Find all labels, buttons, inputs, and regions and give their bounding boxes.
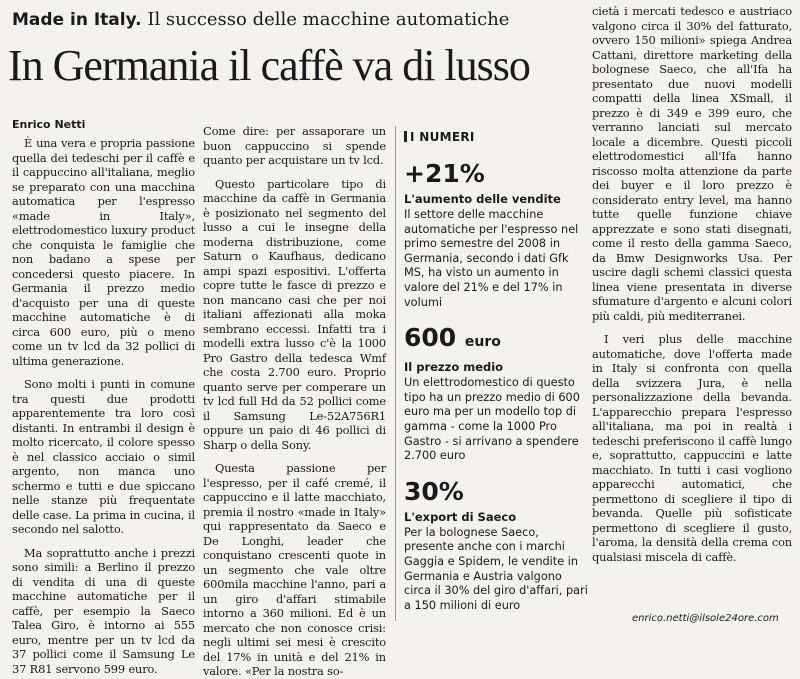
stat-label: L'export di Saeco bbox=[404, 509, 517, 524]
stat-unit: euro bbox=[464, 334, 501, 351]
paragraph: Sono molti i punti in comune tra questi due prodotti apparentemente tra loro così distanti. In entrambi il design è molto ricercato, il colore spesso è nel classico acciaio o simil argento, non manca uno schermo e tutti e due spiccano nelle stanze più frequentate delle case. La prima in cucina, il secondo nel salotto. bbox=[12, 377, 195, 536]
article-column-2 bbox=[203, 124, 386, 679]
paragraph: I veri plus delle macchine automatiche, dove l'offerta made in Italy si confronta con quella della svizzera Jura, è nella personalizzazione della bevanda. L'apparecchio prepara l'espresso all'italiana, ma poi in realtà i tedeschi preferiscono il caffè lungo e, soprattutto, cappuccini e latte macchiato. In tutti i casi vogliono apparecchi automatici, che permettono di scegliere il tipo di bevanda. Quelle più sofisticate permettono di scegliere il gusto, l'aroma, la densità della crema con qualsiasi miscela di caffè. bbox=[592, 332, 792, 564]
numbers-box-title: I NUMERI bbox=[404, 130, 588, 144]
stat-item bbox=[404, 324, 588, 464]
stat-number: 600 euro bbox=[404, 323, 501, 353]
kicker-rest: Il successo delle macchine automatiche bbox=[147, 9, 510, 30]
stat-item bbox=[404, 160, 588, 310]
kicker-strong: Made in Italy. bbox=[12, 10, 142, 30]
stat-description: Per la bolognese Saeco, presente anche con i marchi Gaggia e Spidem, le vendite in Germania e Austria valgono circa il 30% del giro d'affari, pari a 150 milioni di euro bbox=[404, 525, 588, 612]
stat-number: +21% bbox=[404, 159, 485, 188]
stat-item bbox=[404, 478, 588, 614]
stat-number: 30% bbox=[404, 476, 464, 506]
author-email: enrico.netti@ilsole24ore.com bbox=[632, 613, 779, 624]
title-bar-icon bbox=[404, 131, 407, 142]
stat-label: Il prezzo medio bbox=[404, 360, 504, 375]
paragraph: Ma soprattutto anche i prezzi sono simili: a Berlino il prezzo di vendita di una di queste macchine automatiche per il caffè, per esempio la Saeco Talea Giro, è intorno ai 555 euro, mentre per un tv lcd da 37 pollici come il Samsung Le 37 R81 servono 599 euro. bbox=[12, 545, 195, 676]
headline: In Germania il caffè va di lusso bbox=[8, 41, 530, 90]
byline: Enrico Netti bbox=[12, 118, 86, 131]
paragraph: Questa passione per l'espresso, per il café cremé, il cappuccino e il latte macchiato, premia il nostro «made in Italy» qui rappresentato da Saeco e De Longhi, leader che conquistano crescenti quote in un segmento che vale oltre 600mila macchine l'anno, pari a un giro d'affari stimabile intorno a 360 milioni. Ed è un mercato che non conosce crisi: negli ultimi sei mesi è crescito del 17% in unità e del 21% in valore. «Per la nostra so- bbox=[203, 461, 386, 678]
stat-description: Il settore delle macchine automatiche per l'espresso nel primo semestre del 2008 in Germania, secondo i dati Gfk MS, ha visto un aumento in valore del 21% e del 17% in volumi bbox=[404, 208, 579, 309]
article-column-4 bbox=[592, 4, 792, 564]
paragraph: Questo particolare tipo di macchine da caffè in Germania è posizionato nel segmento del lusso a cui le insegne della moderna distribuzione, come Saturn o Kaufhaus, dedicano ampi spazi espositivi. L'offerta copre tutte le fasce di prezzo e non mancano casi che per noi italiani affezionati alla moka sembrano eccessi. Infatti tra i modelli extra lusso c'è la 1000 Pro Gastro della tedesca Wmf che costa 2.700 euro. Proprio quanto serve per comperare un tv lcd full Hd da 52 pollici come il Samsung Le-52A756R1 oppure un paio di 46 pollici di Sharp o della Sony. bbox=[203, 176, 386, 452]
kicker bbox=[12, 8, 592, 32]
paragraph: È una vera e propria passione quella dei tedeschi per il caffè e il cappuccino all'italiana, meglio se preparato con una macchina automatica per l'espresso «made in Italy», elettrodomestico luxury product che conquista le famiglie che non badano a spese per concedersi questo piacere. In Germania il prezzo medio d'acquisto per una di queste macchine automatiche è di circa 600 euro, più o meno come un tv lcd da 32 pollici di ultima generazione. bbox=[12, 136, 195, 368]
numbers-box bbox=[395, 126, 588, 621]
stat-description: Un elettrodomestico di questo tipo ha un prezzo medio di 600 euro ma per un modello top di gamma - come la 1000 Pro Gastro - si arrivano a spendere 2.700 euro bbox=[404, 376, 580, 463]
paragraph: cietà i mercati tedesco e austriaco valgono circa il 30% del fatturato, ovvero 150 milioni» spiega Andrea Cattani, direttore marketing della bolognese Saeco, che all'Ifa ha presentato due nuovi modelli compatti della linea XSmall, il prezzo è di 349 e 399 euro, che verranno lanciati sul mercato locale a dicembre. Questi piccoli elettrodomestici all'Ifa hanno riscosso molta attenzione da parte dei buyer e il loro prezzo è considerato entry level, ma hanno tutte quelle funzione chiave apprezzate e sono stati disegnati, come il resto della gamma Saeco, da Bmw Designworks Usa. Per uscire dagli schemi classici questa linea viene presentata in diverse sfumature d'argento e alcuni colori più caldi, più mediterranei. bbox=[592, 4, 792, 323]
paragraph: Come dire: per assaporare un buon cappuccino si spende quanto per acquistare un tv lcd. bbox=[203, 124, 386, 167]
article-column-1 bbox=[12, 136, 195, 676]
stat-label: L'aumento delle vendite bbox=[404, 192, 561, 206]
